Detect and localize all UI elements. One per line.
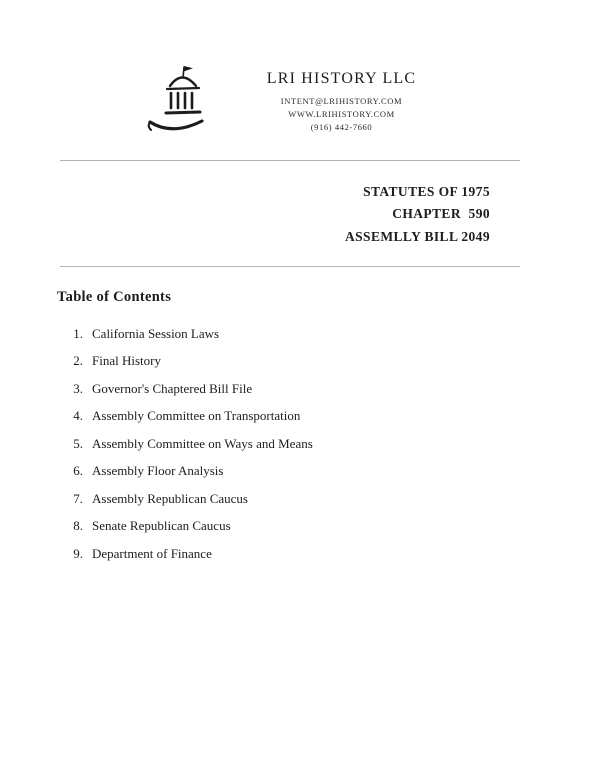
toc-item: [57, 546, 600, 562]
toc-item-label: California Session Laws: [92, 325, 220, 341]
letterhead-text: [234, 70, 449, 135]
toc-item: [57, 326, 600, 342]
toc-item-number: 3.: [73, 380, 83, 396]
toc-item-label: Governor's Chaptered Bill File: [92, 380, 253, 396]
company-name: LRI HISTORY LLC: [266, 70, 417, 87]
toc-item-number: 1.: [73, 325, 83, 341]
toc-item-label: Assembly Committee on Ways and Means: [92, 435, 313, 451]
toc-item: [57, 518, 600, 534]
toc-item: [57, 436, 600, 452]
company-website: WWW.LRIHISTORY.COM: [288, 109, 395, 120]
toc-item-label: Final History: [92, 353, 161, 369]
case-header: [60, 181, 520, 248]
divider-top: [60, 160, 520, 161]
toc-item-label: Department of Finance: [92, 545, 212, 561]
toc-item-label: Assembly Floor Analysis: [92, 463, 224, 479]
toc-item-number: 9.: [73, 545, 83, 561]
toc-item-number: 5.: [73, 435, 83, 451]
toc-item: [57, 491, 600, 507]
toc-item-number: 7.: [73, 490, 83, 506]
letterhead: [138, 60, 600, 142]
chapter-line: CHAPTER 590: [392, 206, 490, 222]
toc-item-label: Assembly Committee on Transportation: [92, 408, 301, 424]
bill-line: ASSEMLLY BILL 2049: [344, 228, 490, 244]
table-of-contents: [57, 289, 600, 562]
toc-item: [57, 408, 600, 424]
toc-item-number: 2.: [73, 353, 83, 369]
toc-item: [57, 463, 600, 479]
toc-item-number: 6.: [73, 463, 83, 479]
capitol-logo-icon: [138, 60, 218, 142]
toc-item: [57, 381, 600, 397]
statutes-line: STATUTES OF 1975: [363, 184, 490, 199]
toc-item-number: 4.: [73, 408, 83, 424]
toc-item-number: 8.: [73, 518, 83, 534]
company-email: INTENT@LRIHISTORY.COM: [280, 96, 403, 106]
divider-bottom: [60, 266, 520, 267]
toc-item: [57, 353, 600, 369]
toc-item-label: Assembly Republican Caucus: [92, 490, 248, 506]
toc-title: Table of Contents: [57, 288, 172, 305]
toc-list: [57, 326, 600, 562]
toc-item-label: Senate Republican Caucus: [92, 518, 231, 534]
company-phone: (916) 442-7660: [310, 122, 373, 133]
